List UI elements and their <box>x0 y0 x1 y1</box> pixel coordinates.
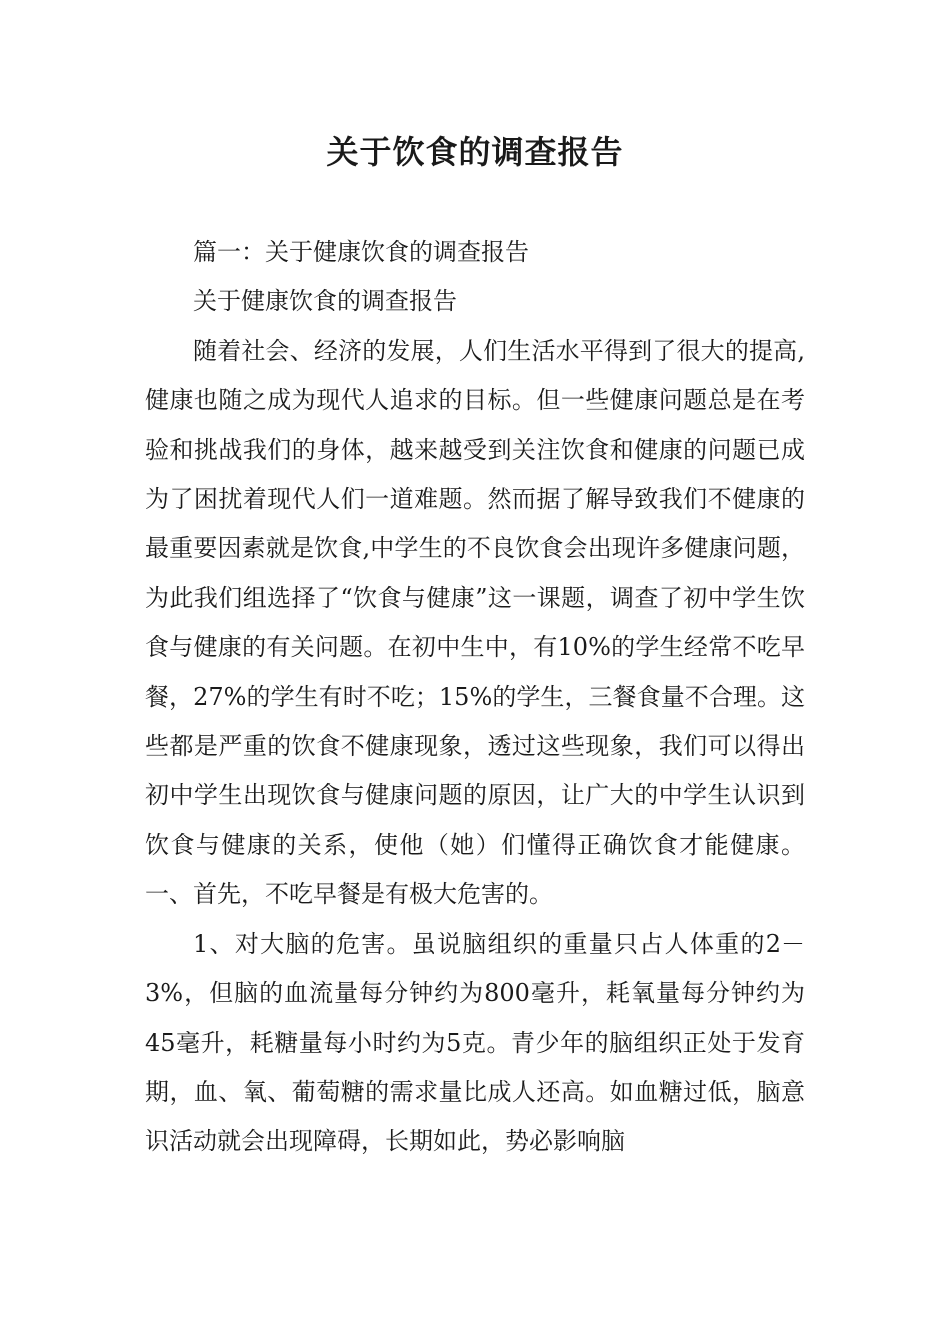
subsection-heading: 关于健康饮食的调查报告 <box>193 287 457 316</box>
section-heading: 篇一：关于健康饮食的调查报告 <box>193 238 529 266</box>
document-body <box>145 228 805 1167</box>
body-paragraph: 随着社会、经济的发展，人们生活水平得到了很大的提高,健康也随之成为现代人追求的目标。但一些健康问题总是在考验和挑战我们的身体，越来越受到关注饮食和健康的问题已成为了困扰着现代人们一道难题。然而据了解导致我们不健康的最重要因素就是饮食,中学生的不良饮食会出现许多健康问题，为此我们组选择了“饮食与健康”这一课题，调查了初中学生饮食与健康的有关问题。在初中生中，有10%的学生经常不吃早餐，27%的学生有时不吃；15%的学生，三餐食量不合理。这些都是严重的饮食不健康现象，透过这些现象，我们可以得出初中学生出现饮食与健康问题的原因，让广大的中学生认识到饮食与健康的关系，使他（她）们懂得正确饮食才能健康。 一、首先，不吃早餐是有极大危害的。 <box>145 336 805 909</box>
document-title: 关于饮食的调查报告 <box>326 133 624 171</box>
body-paragraph: 1、对大脑的危害。虽说脑组织的重量只占人体重的2－3%，但脑的血流量每分钟约为800毫升，耗氧量每分钟约为45毫升，耗糖量每小时约为5克。青少年的脑组织正处于发育期，血、氧、葡萄糖的需求量比成人还高。如血糖过低，脑意识活动就会出现障碍，长期如此，势必影响脑 <box>145 929 805 1156</box>
